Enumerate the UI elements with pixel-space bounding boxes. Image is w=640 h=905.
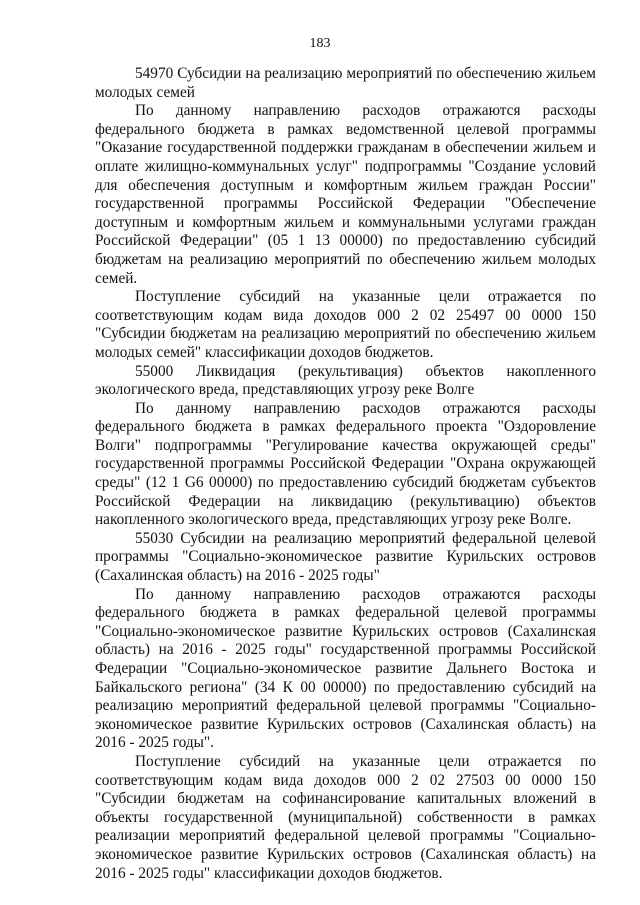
- document-body: [95, 65, 596, 883]
- paragraph-heading-55000: 55000 Ликвидация (рекультивация) объектов накопленного экологического вреда, представляющих угрозу реке Волге: [95, 362, 596, 399]
- paragraph-description-55000: По данному направлению расходов отражаются расходы федерального бюджета в рамках федерального проекта "Оздоровление Волги" подпрограммы "Регулирование качества окружающей среды" государственной программы Российской Федерации "Охрана окружающей среды" (12 1 G6 00000) по предоставлению субсидий бюджетам субъектов Российской Федерации на ликвидацию (рекультивацию) объектов накопленного экологического вреда, представляющих угрозу реке Волге.: [95, 399, 596, 529]
- page-number: 183: [309, 36, 331, 51]
- paragraph-description-54970: По данному направлению расходов отражаются расходы федерального бюджета в рамках ведомственной целевой программы "Оказание государственной поддержки гражданам в обеспечении жильем и оплате жилищно-коммунальных услуг" подпрограммы "Создание условий для обеспечения доступным и комфортным жильем граждан России" государственной программы Российской Федерации "Обеспечение доступным и комфортным жильем и коммунальными услугами граждан Российской Федерации" (05 1 13 00000) по предоставлению субсидий бюджетам на реализацию мероприятий по обеспечению жильем молодых семей.: [95, 102, 596, 287]
- paragraph-heading-54970: 54970 Субсидии на реализацию мероприятий по обеспечению жильем молодых семей: [95, 65, 596, 101]
- paragraph-revenue-54970: Поступление субсидий на указанные цели отражается по соответствующим кодам вида доходов 000 2 02 25497 00 0000 150 "Субсидии бюджетам на реализацию мероприятий по обеспечению жильем молодых семей" классификации доходов бюджетов.: [95, 288, 596, 361]
- paragraph-description-55030: По данному направлению расходов отражаются расходы федерального бюджета в рамках федеральной целевой программы "Социально-экономическое развитие Курильских островов (Сахалинская область) на 2016 - 2025 годы" государственной программы Российской Федерации "Социально-экономическое развитие Дальнего Востока и Байкальского региона" (34 К 00 00000) по предоставлению субсидий на реализацию мероприятий федеральной целевой программы "Социально-экономическое развитие Курильских островов (Сахалинская область) на 2016 - 2025 годы".: [95, 585, 596, 752]
- paragraph-heading-55030: 55030 Субсидии на реализацию мероприятий федеральной целевой программы "Социально-экономическое развитие Курильских островов (Сахалинская область) на 2016 - 2025 годы": [95, 529, 596, 585]
- paragraph-revenue-55030: Поступление субсидий на указанные цели отражается по соответствующим кодам вида доходов 000 2 02 27503 00 0000 150 "Субсидии бюджетам на софинансирование капитальных вложений в объекты государственной (муниципальной) собственности в рамках реализации мероприятий федеральной целевой программы "Социально-экономическое развитие Курильских островов (Сахалинская область) на 2016 - 2025 годы" классификации доходов бюджетов.: [95, 752, 596, 882]
